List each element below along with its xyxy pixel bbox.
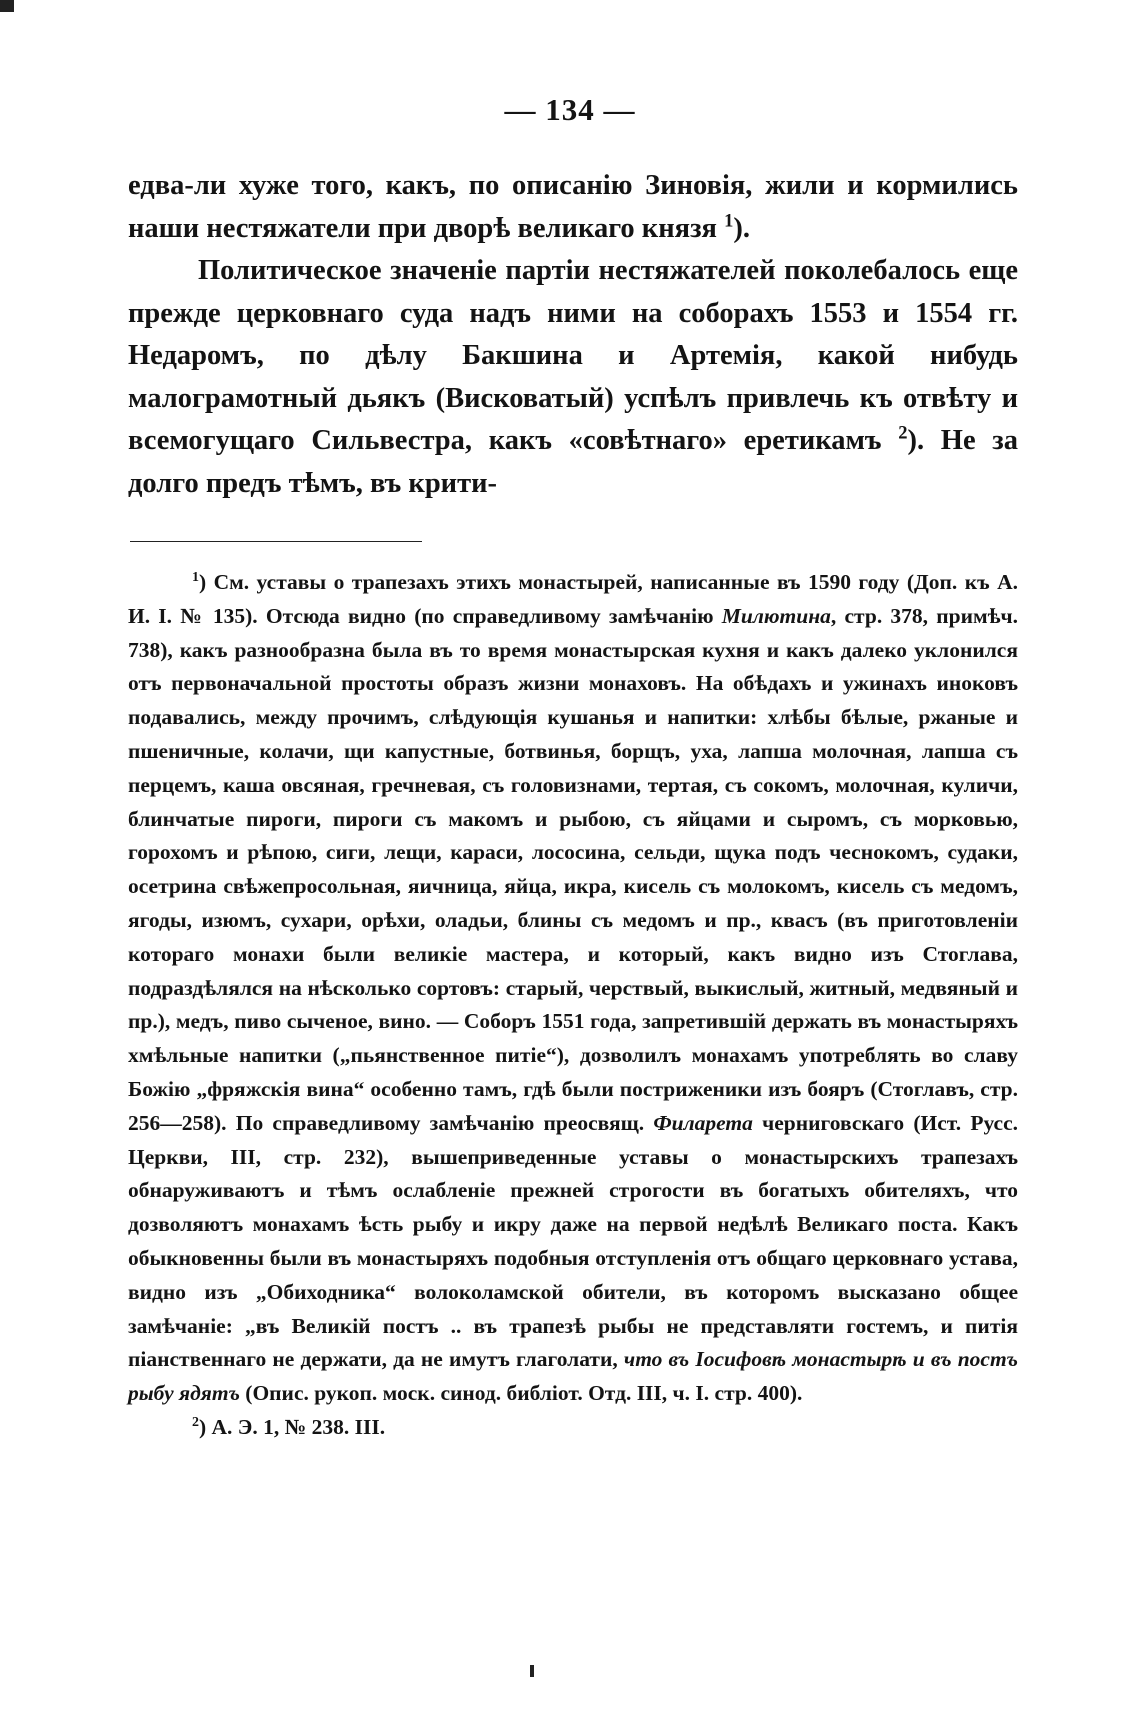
paragraph-1 [128, 165, 1018, 250]
scan-mark-bottom [530, 1665, 534, 1677]
footnote-1-italic-milyutin: Милютина [721, 603, 831, 628]
footnote-ref-2[interactable]: 2 [898, 422, 908, 444]
paragraph-2 [128, 250, 1018, 505]
footnote-1-text-4: (Опис. рукоп. моск. синод. библіот. Отд. III, ч. I. стр. 400). [239, 1381, 803, 1406]
footnote-1-text-2: , стр. 378, примѣч. 738), какъ разнообразна была въ то время монастырская кухня и какъ далеко уклонился отъ первоначальной простоты образъ жизни монаховъ. На обѣдахъ и ужинахъ иноковъ подавались, между прочимъ, слѣдующія кушанья и напитки: хлѣбы бѣлые, ржаные и пшеничные, колачи, щи капустные, ботвинья, борщъ, уха, лапша молочная, лапша съ перцемъ, каша овсяная, гречневая, съ головизнами, тертая, съ сокомъ, молочная, куличи, блинчатые пироги, пироги съ макомъ и рыбою, съ яйцами и сыромъ, съ морковью, горохомъ и рѣпою, сиги, лещи, караси, лососина, сельди, щука подъ чеснокомъ, судаки, осетрина свѣжепросольная, яичница, яйца, икра, кисель съ молокомъ, кисель съ медомъ, ягоды, изюмъ, сухари, орѣхи, оладьи, блины съ медомъ и пр., квасъ (въ приготовленіи котораго монахи были великіе мастера, и который, какъ видно изъ Стоглава, подраздѣлялся на нѣсколько сортовъ: старый, черствый, выкислый, житный, медвяный и пр.), медъ, пиво сыченое, вино. — Соборъ 1551 года, запретившій держать въ монастыряхъ хмѣльные напитки („пьянственное питіе“), дозволилъ монахамъ употреблять во славу Божію „фряжскія вина“ особенно тамъ, гдѣ были постриженики изъ бояръ (Стоглавъ, стр. 256—258). По справедливому замѣчанію преосвящ. [128, 603, 1019, 1135]
paragraph-2-text-a: Политическое значеніе партіи нестяжателей поколебалось еще прежде церковнаго суда надъ ними на соборахъ 1553 и 1554 гг. Недаромъ, по дѣлу Бакшина и Артемія, какой нибудь малограмотный дьякъ (Висковатый) успѣлъ привлечь къ отвѣту и всемогущаго Сильвестра, какъ «совѣтнаго» еретикамъ [128, 255, 1018, 456]
footnote-2-text: ) А. Э. 1, № 238. III. [198, 1414, 386, 1439]
main-text [128, 165, 1018, 505]
footnote-2-mark: 2 [192, 1414, 199, 1430]
footnote-1 [128, 566, 1018, 1411]
footnotes [128, 566, 1018, 1445]
footnote-2 [128, 1411, 1018, 1445]
page-number: — 134 — [504, 92, 636, 127]
footnote-divider [130, 541, 422, 542]
paragraph-2-text-b: ). Не за долго предъ тѣмъ, въ крити- [128, 425, 1018, 499]
footnote-ref-1[interactable]: 1 [724, 210, 734, 231]
footnote-1-text-3: черниговскаго (Ист. Русс. Церкви, III, стр. 232), вышеприведенные уставы о монастырскихъ трапезахъ обнаруживаютъ и тѣмъ ослабленіе прежней строгости въ богатыхъ обителяхъ, что дозволяютъ монахамъ ѣсть рыбу и икру даже на первой недѣлѣ Великаго поста. Какъ обыкновенны были въ монастыряхъ подобныя отступленія отъ общаго церковнаго устава, видно изъ „Обиходника“ волоколамской обители, въ которомъ высказано общее замѣчаніе: „въ Великій постъ .. въ трапезѣ рыбы не представляти гостемъ, и питія піанственнаго не держати, да не имутъ глаголати, [128, 1110, 1018, 1372]
footnote-1-italic-filaret: Филарета [653, 1110, 753, 1135]
scan-mark-top-left [0, 0, 14, 12]
footnote-1-text-1: ) См. уставы о трапезахъ этихъ монастырей, написанные въ 1590 году (Доп. къ А. И. I. № 135). Отсюда видно (по справедливому замѣчанію [128, 570, 1018, 628]
paragraph-1-end: ). [733, 212, 750, 244]
paragraph-1-text: едва-ли хуже того, какъ, по описанію Зиновія, жили и кормились наши нестяжатели при дворѣ великаго князя [128, 170, 1018, 244]
footnote-1-italic-quote: что въ Іосифовѣ монастырѣ и въ постъ рыбу ядятъ [128, 1347, 1018, 1406]
footnote-1-mark: 1 [192, 569, 199, 585]
